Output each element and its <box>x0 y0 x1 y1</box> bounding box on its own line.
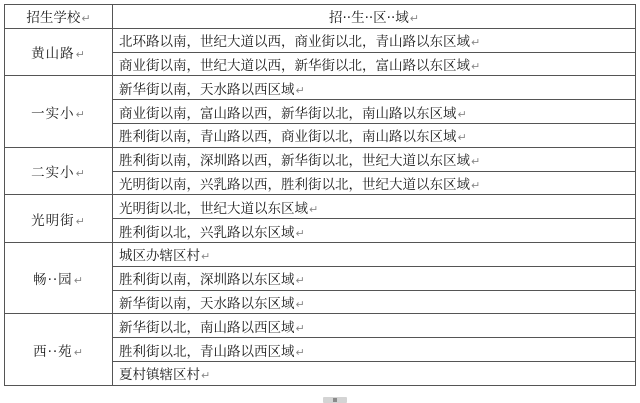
area-text: 新华街以南，天水路以西区域 <box>119 81 295 98</box>
area-cell <box>113 338 636 362</box>
area-cell <box>113 100 636 124</box>
paragraph-mark: ↵ <box>295 83 305 97</box>
table-row <box>5 195 636 219</box>
area-text: 新华街以北，南山路以西区域 <box>119 319 295 336</box>
area-text: 新华街以南，天水路以东区域 <box>119 295 295 312</box>
paragraph-mark: ↵ <box>295 274 305 288</box>
area-text: 胜利街以北，青山路以西区域 <box>119 343 295 360</box>
paragraph-mark: ↵ <box>295 345 305 359</box>
area-text: 城区办辖区村 <box>119 248 200 265</box>
area-text: 商业街以南，富山路以西，新华街以北，南山路以东区域 <box>119 105 457 122</box>
area-cell <box>113 219 636 243</box>
paragraph-mark: ↵ <box>309 202 319 216</box>
table-row <box>5 28 636 52</box>
paragraph-mark: ↵ <box>457 107 467 121</box>
school-name: 光明街 <box>31 212 75 229</box>
school-name-cell <box>5 76 113 147</box>
area-text: 北环路以南，世纪大道以西，商业街以北，青山路以东区域 <box>119 34 470 51</box>
area-text: 光明街以南，兴乳路以西，胜利街以北，世纪大道以东区域 <box>119 176 470 193</box>
area-cell <box>113 361 636 385</box>
area-cell <box>113 123 636 147</box>
table-row <box>5 147 636 171</box>
school-name: 畅··园 <box>33 272 73 289</box>
table-row <box>5 314 636 338</box>
area-cell <box>113 28 636 52</box>
school-name: 二实小 <box>31 165 75 182</box>
area-cell <box>113 266 636 290</box>
school-name-cell <box>5 195 113 243</box>
paragraph-mark: ↵ <box>75 167 86 181</box>
paragraph-mark: ↵ <box>75 48 86 62</box>
area-text: 胜利街以北，兴乳路以东区域 <box>119 224 295 241</box>
area-cell <box>113 76 636 100</box>
area-text: 夏村镇辖区村 <box>119 367 200 384</box>
paragraph-mark: ↵ <box>73 274 84 288</box>
area-cell <box>113 147 636 171</box>
paragraph-mark: ↵ <box>295 226 305 240</box>
header-area: 招··生··区··域↵ <box>113 5 636 29</box>
paragraph-mark: ↵ <box>75 107 86 121</box>
area-text: 胜利街以南，青山路以西，商业街以北，南山路以东区域 <box>119 129 457 146</box>
school-name-cell <box>5 314 113 385</box>
header-school: 招生学校↵ <box>5 5 113 29</box>
page-scroll-handle[interactable] <box>323 397 347 403</box>
area-cell <box>113 314 636 338</box>
area-cell <box>113 195 636 219</box>
paragraph-mark: ↵ <box>457 131 467 145</box>
area-text: 商业街以南，世纪大道以西，新华街以北，富山路以东区域 <box>119 57 470 74</box>
paragraph-mark: ↵ <box>75 214 86 228</box>
paragraph-mark: ↵ <box>295 321 305 335</box>
area-text: 胜利街以南，深圳路以西，新华街以北，世纪大道以东区域 <box>119 153 470 170</box>
paragraph-mark: ↵ <box>295 297 305 311</box>
school-name-cell <box>5 28 113 76</box>
paragraph-mark: ↵ <box>201 369 211 383</box>
paragraph-mark: ↵ <box>201 250 211 264</box>
paragraph-mark: ↵ <box>471 178 481 192</box>
table-header-row <box>5 5 636 29</box>
enrollment-zone-table <box>4 4 636 386</box>
area-cell <box>113 242 636 266</box>
school-name: 黄山路 <box>31 46 75 63</box>
area-cell <box>113 290 636 314</box>
school-name: 一实小 <box>31 105 75 122</box>
paragraph-mark: ↵ <box>471 155 481 169</box>
area-text: 光明街以北，世纪大道以东区域 <box>119 200 308 217</box>
table-row <box>5 242 636 266</box>
table-row <box>5 76 636 100</box>
school-name: 西··苑 <box>33 343 73 360</box>
area-cell <box>113 52 636 76</box>
school-name-cell <box>5 242 113 313</box>
area-text: 胜利街以南，深圳路以东区域 <box>119 272 295 289</box>
school-name-cell <box>5 147 113 195</box>
paragraph-mark: ↵ <box>471 59 481 73</box>
paragraph-mark: ↵ <box>73 345 84 359</box>
paragraph-mark: ↵ <box>471 36 481 50</box>
area-cell <box>113 171 636 195</box>
